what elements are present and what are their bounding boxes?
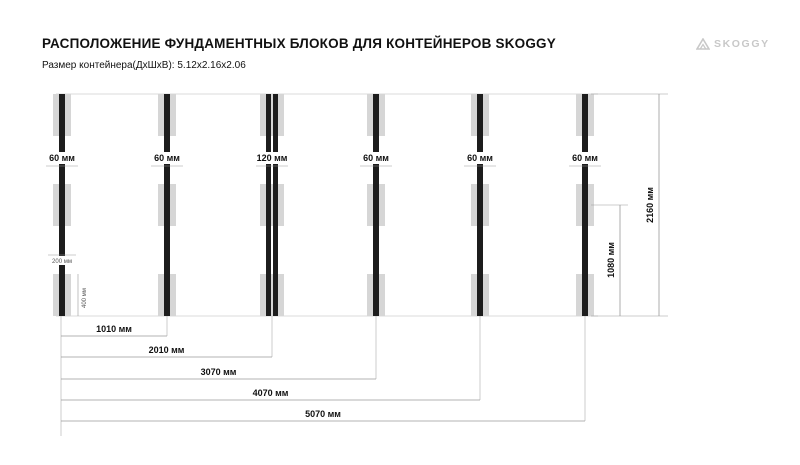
beam-width-label: 120 мм (256, 153, 288, 163)
beam-width-label: 60 мм (572, 153, 598, 163)
beam-double-left (266, 94, 271, 316)
container-size-subtitle: Размер контейнера(ДхШхВ): 5.12x2.16x2.06 (42, 60, 246, 71)
foundation-block (260, 274, 284, 316)
foundation-block (260, 94, 284, 136)
logo-text: SKOGGY (714, 38, 770, 50)
hdim-label: 4070 мм (252, 388, 289, 398)
beam-width-label: 60 мм (154, 153, 180, 163)
vdim-half-label: 1080 мм (606, 242, 616, 278)
block-width-label: 200 мм (52, 259, 72, 265)
beam (164, 94, 170, 316)
beam (59, 94, 65, 316)
beam (373, 94, 379, 316)
beam-width-label: 60 мм (467, 153, 493, 163)
beam (477, 94, 483, 316)
hdim-label: 1010 мм (96, 324, 132, 334)
foundation-block (260, 184, 284, 226)
page-title: РАСПОЛОЖЕНИЕ ФУНДАМЕНТНЫХ БЛОКОВ ДЛЯ КОНТЕЙНЕРОВ SKOGGY (42, 36, 556, 51)
hdim-label: 3070 мм (200, 367, 237, 377)
block-height-label: 400 мм (82, 288, 88, 308)
beam-width-label: 60 мм (363, 153, 389, 163)
vdim-total-label: 2160 мм (645, 187, 655, 223)
beam-width-label: 60 мм (49, 153, 75, 163)
hdim-label: 5070 мм (305, 409, 341, 419)
beam (582, 94, 588, 316)
beam-double-right (273, 94, 278, 316)
hdim-label: 2010 мм (148, 345, 185, 355)
